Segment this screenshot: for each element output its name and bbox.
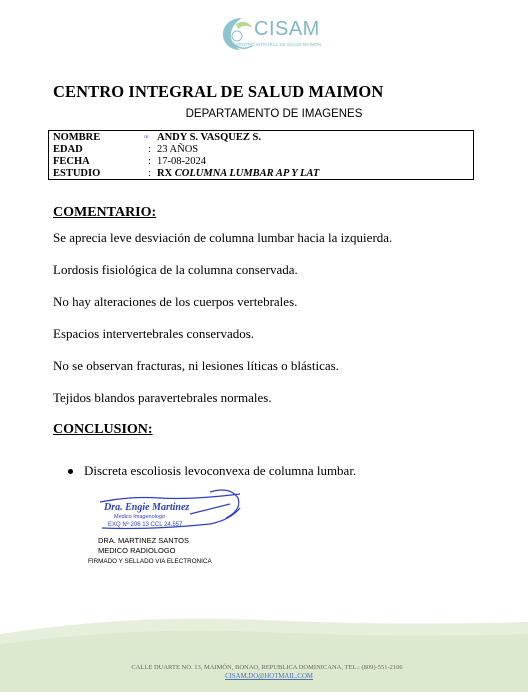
signature-block [98,536,189,556]
age-value: 23 AÑOS [157,144,199,155]
signature-note: FIRMADO Y SELLADO VIA ELECTRONICA [88,558,212,565]
center-title: CENTRO INTEGRAL DE SALUD MAIMON [53,82,384,101]
cisam-logo [212,12,332,58]
doctor-signature-stamp-icon [90,484,250,536]
finding-5: No se observan fracturas, ni lesiones líticas o blásticas. [53,358,339,373]
name-label: NOMBRE [53,132,101,143]
study-colon: : [148,168,151,179]
patient-info-table [48,130,474,180]
finding-2: Lordosis fisiológica de la columna conservada. [53,262,298,277]
finding-1: Se aprecia leve desviación de columna lumbar hacia la izquierda. [53,230,393,245]
small-mark-icon: ꟹ [144,135,149,142]
department-subtitle: DEPARTAMENTO DE IMAGENES [185,108,363,120]
name-value: ANDY S. VASQUEZ S. [157,132,261,143]
svg-text:EXQ Nº 206 13 CCL 24.557: EXQ Nº 206 13 CCL 24.557 [108,522,183,528]
study-value [157,168,319,179]
date-value: 17-08-2024 [157,156,206,167]
conclusion-heading: CONCLUSION: [53,422,153,437]
date-colon: : [148,156,151,167]
finding-4: Espacios intervertebrales conservados. [53,326,255,341]
svg-text:Dra. Engie Martinez: Dra. Engie Martinez [104,502,190,513]
doctor-name: DRA. MARTINEZ SANTOS [98,536,189,545]
age-label: EDAD [53,144,83,155]
finding-3: No hay alteraciones de los cuerpos vertebrales. [53,294,298,309]
comment-heading: COMENTARIO: [53,205,157,220]
logo-tagline: CENTRO INTEGRAL DE SALUD MAIMON [236,42,322,47]
svg-text:Medico Imagenologo: Medico Imagenologo [114,514,166,520]
date-label: FECHA [53,156,90,167]
footer-address: CALLE DUARTE NO. 13, MAIMÓN, BONAO, REPUBLICA DOMINICANA, TEL.: (809)-551-2106 [131,664,403,671]
study-label: ESTUDIO [53,168,101,179]
age-colon: : [148,144,151,155]
bullet-icon [68,469,73,474]
footer-email-link[interactable]: CISAM.DO@HOTMAIL.COM [225,673,313,680]
doctor-title: MEDICO RADIOLOGO [98,546,176,555]
finding-6: Tejidos blandos paravertebrales normales. [53,390,272,405]
logo-name: CISAM [254,18,320,40]
conclusion-item-1: Discreta escoliosis levoconvexa de columna lumbar. [84,463,357,478]
study-name: COLUMNA LUMBAR AP Y LAT [174,168,320,179]
study-prefix: RX [157,168,173,179]
